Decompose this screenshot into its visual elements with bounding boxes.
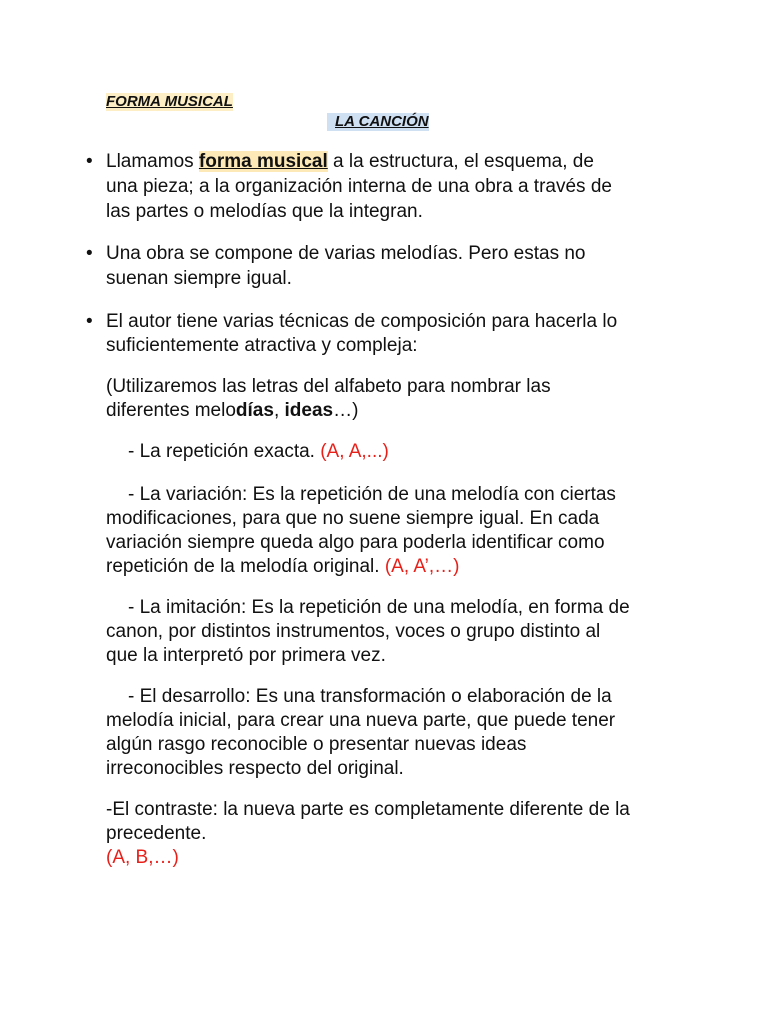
- contraste-example: (A, B,…): [106, 847, 179, 868]
- variacion-line1: - La variación: Es la repetición de una melodía con ciertas: [128, 484, 616, 505]
- repeticion-text: - La repetición exacta.: [128, 441, 321, 462]
- bullet2-line1: Una obra se compone de varias melodías. Pero estas no: [106, 243, 586, 264]
- bullet-marker: •: [86, 243, 93, 264]
- desarrollo-line4: irreconocibles respecto del original.: [106, 758, 404, 779]
- note-bold-ideas: ideas: [284, 400, 334, 421]
- bullet-marker: •: [86, 151, 93, 172]
- imitacion-line2: canon, por distintos instrumentos, voces o grupo distinto al: [106, 621, 601, 642]
- bullet3-line2: suficientemente atractiva y compleja:: [106, 335, 418, 356]
- note-text: diferentes melo: [106, 400, 236, 421]
- variacion-line3: variación siempre queda algo para poderla identificar como: [106, 532, 605, 553]
- bullet3-line1: El autor tiene varias técnicas de composición para hacerla lo: [106, 311, 618, 332]
- desarrollo-line1: - El desarrollo: Es una transformación o elaboración de la: [128, 686, 612, 707]
- bullet1-line2: una pieza; a la organización interna de una obra a través de: [106, 176, 612, 197]
- variacion-example: (A, A’,…): [384, 556, 460, 577]
- imitacion-line1: - La imitación: Es la repetición de una melodía, en forma de: [128, 597, 630, 618]
- variacion-text: repetición de la melodía original.: [106, 556, 385, 577]
- imitacion-line3: que la interpretó por primera vez.: [106, 645, 386, 666]
- variacion-line4: [106, 555, 459, 579]
- bullet1-line3: las partes o melodías que la integran.: [106, 201, 423, 222]
- bullet1-line1-rest: a la estructura, el esquema, de: [327, 151, 594, 172]
- bullet1-line1: [106, 150, 594, 174]
- note-text: ,: [273, 400, 285, 421]
- note-bold-dias: días: [235, 400, 274, 421]
- contraste-line1: -El contraste: la nueva parte es completamente diferente de la: [106, 799, 630, 820]
- repeticion-line: [128, 440, 389, 464]
- key-term-forma-musical: forma musical: [198, 151, 328, 172]
- document-title: FORMA MUSICAL: [106, 93, 233, 110]
- bullet2-line2: suenan siempre igual.: [106, 268, 292, 289]
- bullet1-pre: Llamamos: [106, 151, 199, 172]
- note-line2: [106, 399, 358, 423]
- bullet-marker: •: [86, 311, 93, 332]
- document-subtitle: LA CANCIÓN: [327, 113, 429, 131]
- contraste-line2: precedente.: [106, 823, 207, 844]
- note-text: …): [333, 400, 359, 421]
- desarrollo-line3: algún rasgo reconocible o presentar nuevas ideas: [106, 734, 527, 755]
- desarrollo-line2: melodía inicial, para crear una nueva parte, que puede tener: [106, 710, 616, 731]
- repeticion-example: (A, A,...): [320, 441, 389, 462]
- variacion-line2: modificaciones, para que no suene siempre igual. En cada: [106, 508, 600, 529]
- note-line1: (Utilizaremos las letras del alfabeto para nombrar las: [106, 376, 551, 397]
